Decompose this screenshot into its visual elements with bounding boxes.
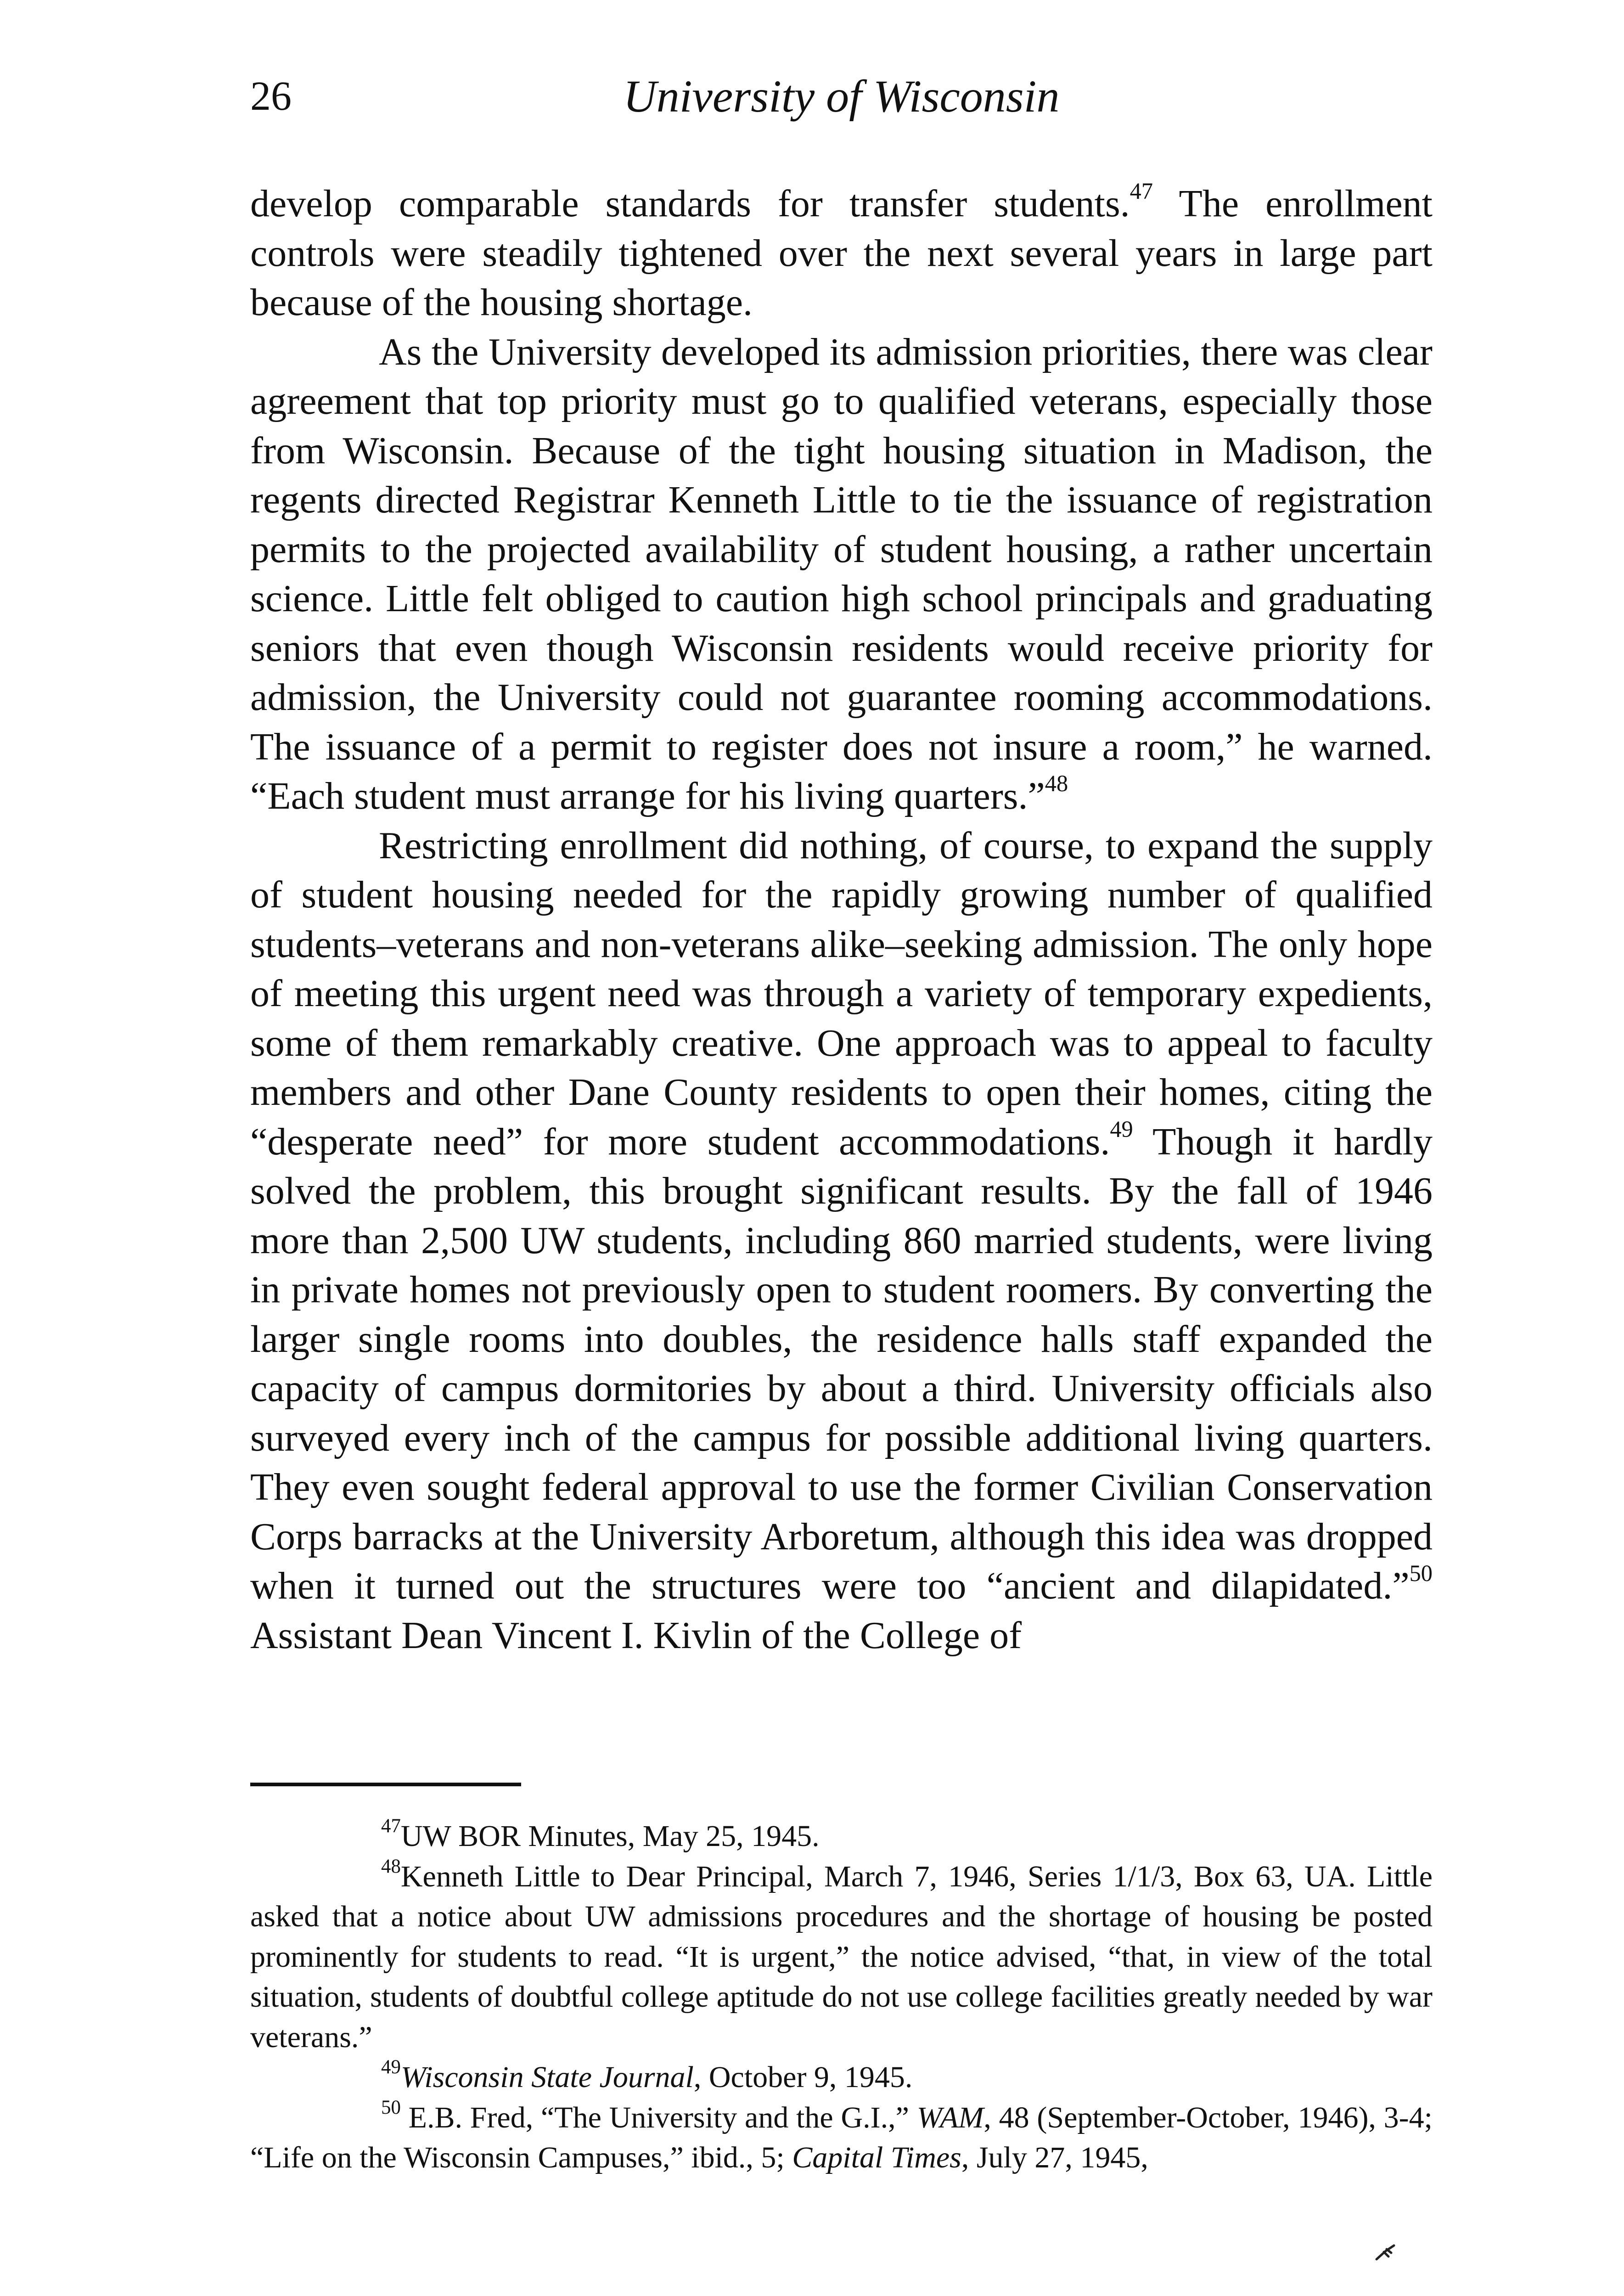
paragraph-2-text-a: As the University developed its admission priorities, there was clear agreement that top priority must go to qualified veterans, especially those from Wisconsin. Because of the tight housing situation in Madison, the regents directed Registrar Kenneth Little to tie the issuance of registration permits to the projected availability of student housing, a rather uncertain science. Little felt obliged to caution high school principals and graduating seniors that even though Wisconsin residents would receive priority for admission, the University could not guarantee rooming accommodations. The issuance of a permit to register does not insure a room,” he warned. “Each student must arrange for his living quarters.” bbox=[250, 330, 1433, 817]
footnote-50-journal: WAM bbox=[916, 2100, 984, 2134]
footnote-50-text-b: , 48 (September-October, 1946), 3-4; “Life on the Wisconsin Campuses,” ibid., 5; bbox=[250, 2100, 1433, 2174]
footnote-50-number: 50 bbox=[381, 2096, 401, 2118]
footnote-ref-49: 49 bbox=[1110, 1116, 1133, 1142]
footnote-47-text: UW BOR Minutes, May 25, 1945. bbox=[400, 1819, 820, 1853]
page-number: 26 bbox=[250, 73, 292, 119]
footnote-49-number: 49 bbox=[381, 2056, 401, 2078]
footnote-47 bbox=[250, 1816, 1433, 1857]
footnote-divider bbox=[250, 1783, 521, 1786]
footnote-48-text: Kenneth Little to Dear Principal, March 7, 1946, Series 1/1/3, Box 63, UA. Little asked that a notice about UW admissions procedures and the shortage of housing be posted prominently for students to read. “It is urgent,” the notice advised, “that, in view of the total situation, students of doubtful college aptitude do not use college facilities greatly needed by war veterans.” bbox=[250, 1859, 1433, 2054]
footnote-47-number: 47 bbox=[381, 1815, 401, 1837]
paragraph-1 bbox=[250, 179, 1433, 327]
stray-ink-mark-icon bbox=[1373, 2241, 1400, 2264]
paragraph-3-text-b: Though it hardly solved the problem, this brought significant results. By the fall of 1946 more than 2,500 UW students, including 860 married students, were living in private homes not previously open to student roomers. By converting the larger single rooms into doubles, the residence halls staff expanded the capacity of campus dormitories by about a third. University officials also surveyed every inch of the campus for possible additional living quarters. They even sought federal approval to use the former Civilian Conservation Corps barracks at the University Arboretum, although this idea was dropped when it turned out the structures were too “ancient and dilapidated.” bbox=[250, 1120, 1433, 1607]
footnotes bbox=[250, 1816, 1433, 2178]
paragraph-2 bbox=[250, 327, 1433, 821]
paragraph-1-text-b: The enrollment controls were steadily tightened over the next several years in large part because of the housing shortage. bbox=[250, 182, 1433, 324]
body-text bbox=[250, 179, 1433, 1660]
running-title: University of Wisconsin bbox=[623, 71, 1060, 122]
footnote-50-paper: Capital Times bbox=[792, 2141, 961, 2174]
paragraph-3-text-c: Assistant Dean Vincent I. Kivlin of the College of bbox=[250, 1614, 1022, 1657]
page-header bbox=[250, 69, 1433, 124]
footnote-49 bbox=[250, 2057, 1433, 2098]
paragraph-3 bbox=[250, 821, 1433, 1660]
footnote-50-text-c: , July 27, 1945, bbox=[961, 2141, 1148, 2174]
footnote-48-number: 48 bbox=[381, 1855, 401, 1877]
footnote-ref-50: 50 bbox=[1409, 1560, 1433, 1587]
paragraph-1-text-a: develop comparable standards for transfer students. bbox=[250, 182, 1130, 225]
paragraph-3-text-a: Restricting enrollment did nothing, of course, to expand the supply of student housing needed for the rapidly growing number of qualified students–veterans and non-veterans alike–seeking admission. The only hope of meeting this urgent need was through a variety of temporary expedients, some of them remarkably creative. One approach was to appeal to faculty members and other Dane County residents to open their homes, citing the “desperate need” for more student accommodations. bbox=[250, 824, 1433, 1163]
footnote-49-title: Wisconsin State Journal bbox=[400, 2060, 694, 2094]
footnote-ref-48: 48 bbox=[1045, 771, 1068, 797]
footnote-50-text-a: E.B. Fred, “The University and the G.I.,” bbox=[400, 2100, 917, 2134]
footnote-49-text: , October 9, 1945. bbox=[693, 2060, 913, 2094]
footnote-ref-47: 47 bbox=[1129, 178, 1153, 204]
footnote-50 bbox=[250, 2098, 1433, 2178]
footnote-48 bbox=[250, 1857, 1433, 2058]
